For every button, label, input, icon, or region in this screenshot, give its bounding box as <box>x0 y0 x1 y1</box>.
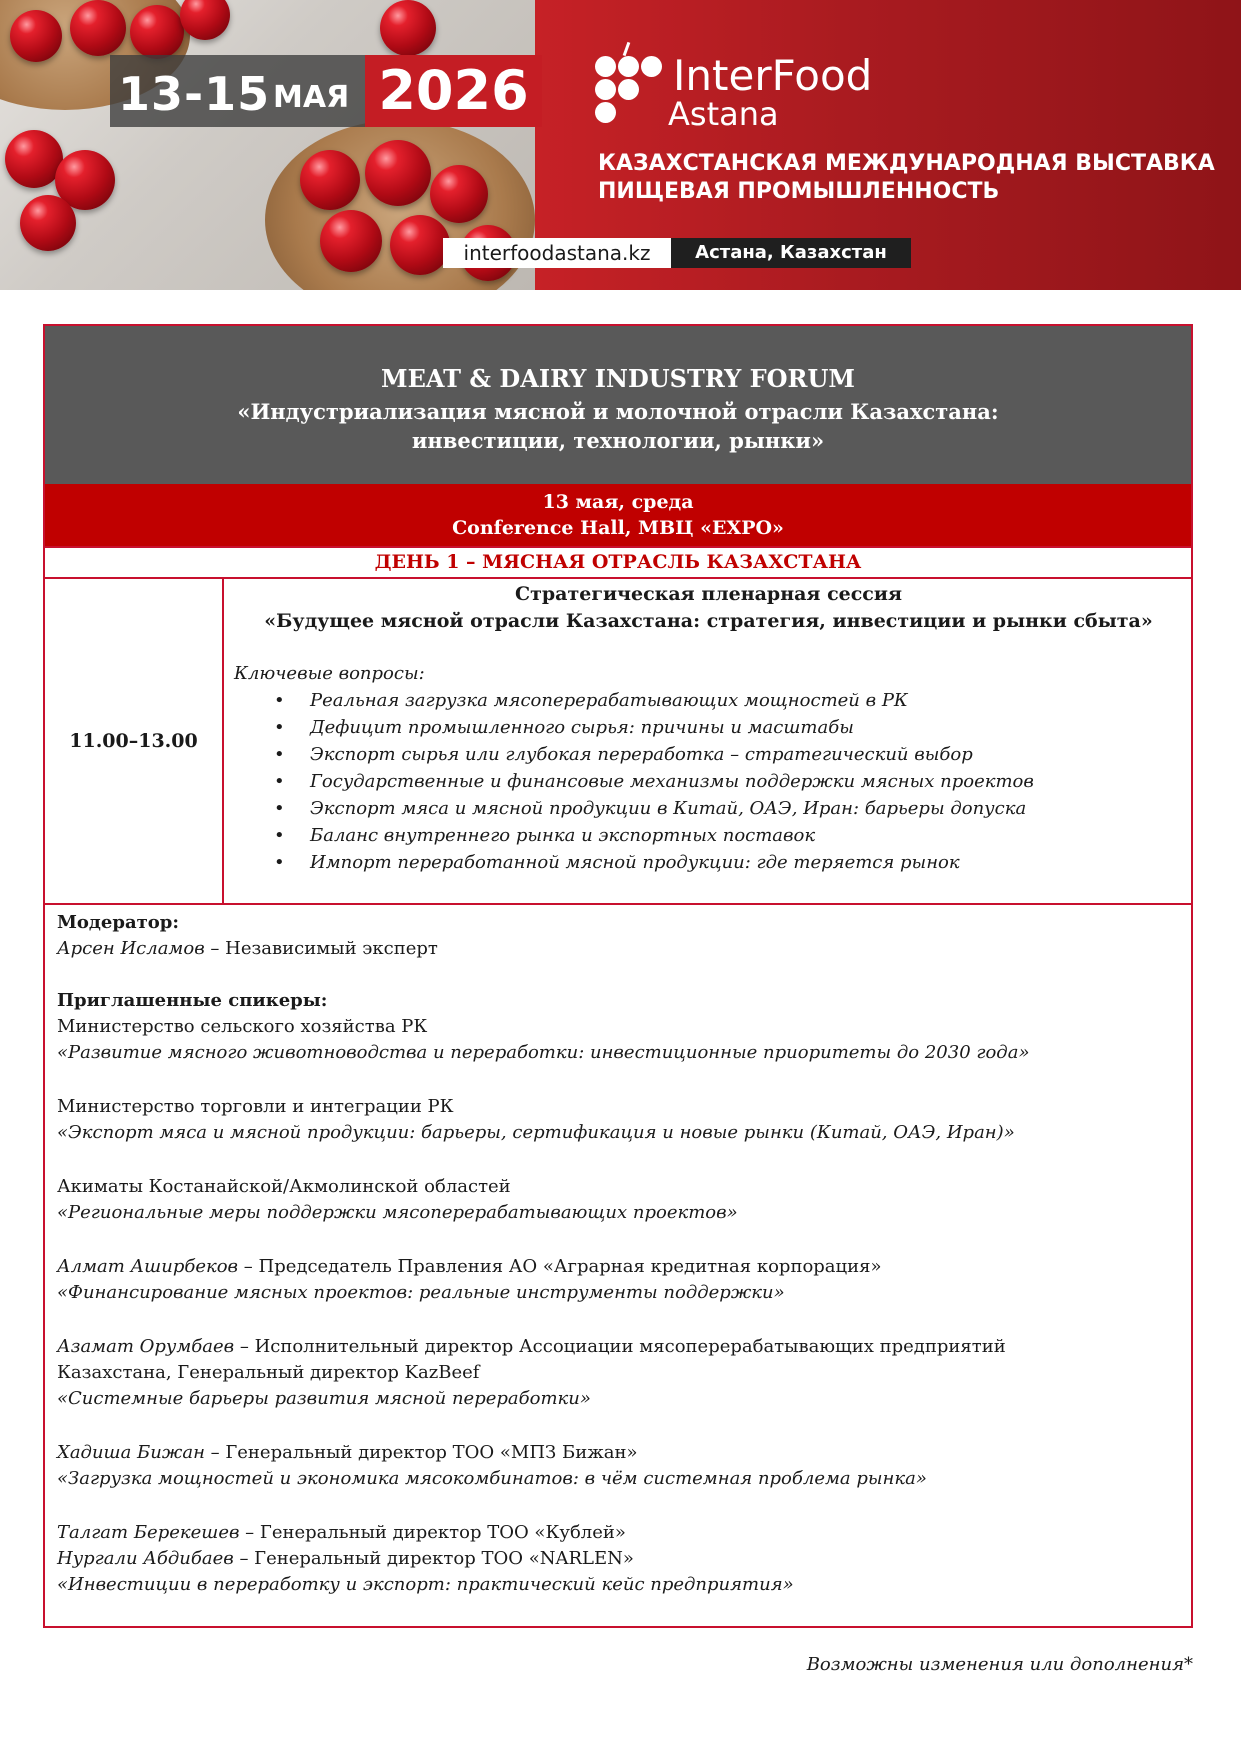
bullet-icon: • <box>274 690 285 711</box>
speaker-topic: «Системные барьеры развития мясной переработки» <box>57 1388 591 1409</box>
session-topic: «Будущее мясной отрасли Казахстана: стратегия, инвестиции и рынки сбыта» <box>264 610 1153 632</box>
speaker-topic: «Загрузка мощностей и экономика мясокомбинатов: в чём системная проблема рынка» <box>57 1468 927 1489</box>
session-row <box>45 579 1191 905</box>
speaker-role: – Генеральный директор ТОО «NARLEN» <box>233 1548 634 1569</box>
moderator <box>57 936 438 962</box>
session-time: 11.00–13.00 <box>69 730 198 752</box>
forum-subtitle-line-1: «Индустриализация мясной и молочной отрасли Казахстана: <box>237 399 999 424</box>
speaker <box>57 1334 1006 1360</box>
list-item: • Дефицит промышленного сырья: причины и масштабы <box>234 714 1034 741</box>
speaker-org: Министерство торговли и интеграции РК <box>57 1096 454 1117</box>
forum-venue: Conference Hall, МВЦ «EXPO» <box>452 517 784 539</box>
speaker-topic: «Экспорт мяса и мясной продукции: барьеры, сертификация и новые рынки (Китай, ОАЭ, Иран)» <box>57 1122 1015 1143</box>
key-questions-label: Ключевые вопросы: <box>234 663 425 684</box>
cherry <box>20 195 76 251</box>
speaker-org: Акиматы Костанайской/Акмолинской областей <box>57 1176 511 1197</box>
speaker-name: Талгат Берекешев <box>57 1522 240 1543</box>
cherry <box>380 0 436 56</box>
speaker-role: – Председатель Правления АО «Аграрная кредитная корпорация» <box>238 1256 882 1277</box>
list-item: • Экспорт мяса и мясной продукции в Китай, ОАЭ, Иран: барьеры допуска <box>234 795 1034 822</box>
forum-program-table <box>43 324 1193 1628</box>
speaker-role: – Исполнительный директор Ассоциации мясоперерабатывающих предприятий <box>234 1336 1006 1357</box>
speaker <box>57 1546 634 1572</box>
bullet-icon: • <box>274 771 285 792</box>
cherry <box>430 165 488 223</box>
moderator-name: Арсен Исламов <box>57 938 205 959</box>
cherry <box>70 0 126 56</box>
event-banner <box>0 0 1241 290</box>
session-time-cell <box>45 579 224 903</box>
cherry <box>320 210 382 272</box>
event-month: МАЯ <box>273 80 350 115</box>
forum-subtitle-line-2: инвестиции, технологии, рынки» <box>411 428 825 453</box>
moderator-role: – Независимый эксперт <box>204 938 438 959</box>
speaker-role: – Генеральный директор ТОО «МПЗ Бижан» <box>204 1442 638 1463</box>
cherry <box>300 150 360 210</box>
session-title: Стратегическая пленарная сессия <box>514 583 903 605</box>
key-questions-list <box>234 687 1034 876</box>
bullet-icon: • <box>274 798 285 819</box>
speakers-label: Приглашенные спикеры: <box>57 990 328 1011</box>
event-city: Астана, Казахстан <box>671 238 911 268</box>
bullet-icon: • <box>274 717 285 738</box>
speaker-role-cont: Казахстана, Генеральный директор KazBeef <box>57 1362 480 1383</box>
footer-note: Возможны изменения или дополнения* <box>806 1654 1193 1675</box>
forum-header <box>45 326 1191 484</box>
speaker-name: Алмат Аширбеков <box>57 1256 239 1277</box>
interfood-logo-icon <box>590 42 662 126</box>
list-item: • Реальная загрузка мясоперерабатывающих мощностей в РК <box>234 687 1034 714</box>
exhibition-line-1: КАЗАХСТАНСКАЯ МЕЖДУНАРОДНАЯ ВЫСТАВКА <box>598 151 1215 176</box>
speaker-topic: «Финансирование мясных проектов: реальные инструменты поддержки» <box>57 1282 785 1303</box>
speaker <box>57 1440 638 1466</box>
list-item: • Экспорт сырья или глубокая переработка – стратегический выбор <box>234 741 1034 768</box>
speaker-topic: «Инвестиции в переработку и экспорт: практический кейс предприятия» <box>57 1574 794 1595</box>
bullet-icon: • <box>274 852 285 873</box>
date-band <box>45 484 1191 546</box>
bullet-icon: • <box>274 744 285 765</box>
website-link[interactable]: interfoodastana.kz <box>443 238 671 268</box>
list-item: • Импорт переработанной мясной продукции: где теряется рынок <box>234 849 1034 876</box>
speaker-org: Министерство сельского хозяйства РК <box>57 1016 428 1037</box>
bullet-icon: • <box>274 825 285 846</box>
speaker-role: – Генеральный директор ТОО «Кублей» <box>239 1522 626 1543</box>
speaker <box>57 1254 881 1280</box>
brand-city: Astana <box>668 95 779 133</box>
exhibition-line-2: ПИЩЕВАЯ ПРОМЫШЛЕННОСТЬ <box>598 179 1000 204</box>
cherry <box>365 140 431 206</box>
speaker-topic: «Региональные меры поддержки мясоперерабатывающих проектов» <box>57 1202 738 1223</box>
event-year: 2026 <box>378 59 529 122</box>
brand-name: InterFood <box>673 51 873 100</box>
speaker-name: Азамат Орумбаев <box>57 1336 235 1357</box>
speaker <box>57 1520 626 1546</box>
day-title: ДЕНЬ 1 – МЯСНАЯ ОТРАСЛЬ КАЗАХСТАНА <box>45 546 1191 579</box>
cherry <box>130 5 184 59</box>
list-item: • Государственные и финансовые механизмы поддержки мясных проектов <box>234 768 1034 795</box>
speaker-topic: «Развитие мясного животноводства и переработки: инвестиционные приоритеты до 2030 года» <box>57 1042 1030 1063</box>
cherry <box>390 215 450 275</box>
forum-title: MEAT & DAIRY INDUSTRY FORUM <box>381 364 855 393</box>
event-date-range: 13-15 <box>118 67 271 121</box>
speaker-name: Нургали Абдибаев <box>57 1548 234 1569</box>
moderator-label: Модератор: <box>57 912 180 933</box>
speaker-name: Хадиша Бижан <box>57 1442 205 1463</box>
cherry <box>10 10 62 62</box>
list-item: • Баланс внутреннего рынка и экспортных поставок <box>234 822 1034 849</box>
forum-date: 13 мая, среда <box>542 491 694 513</box>
